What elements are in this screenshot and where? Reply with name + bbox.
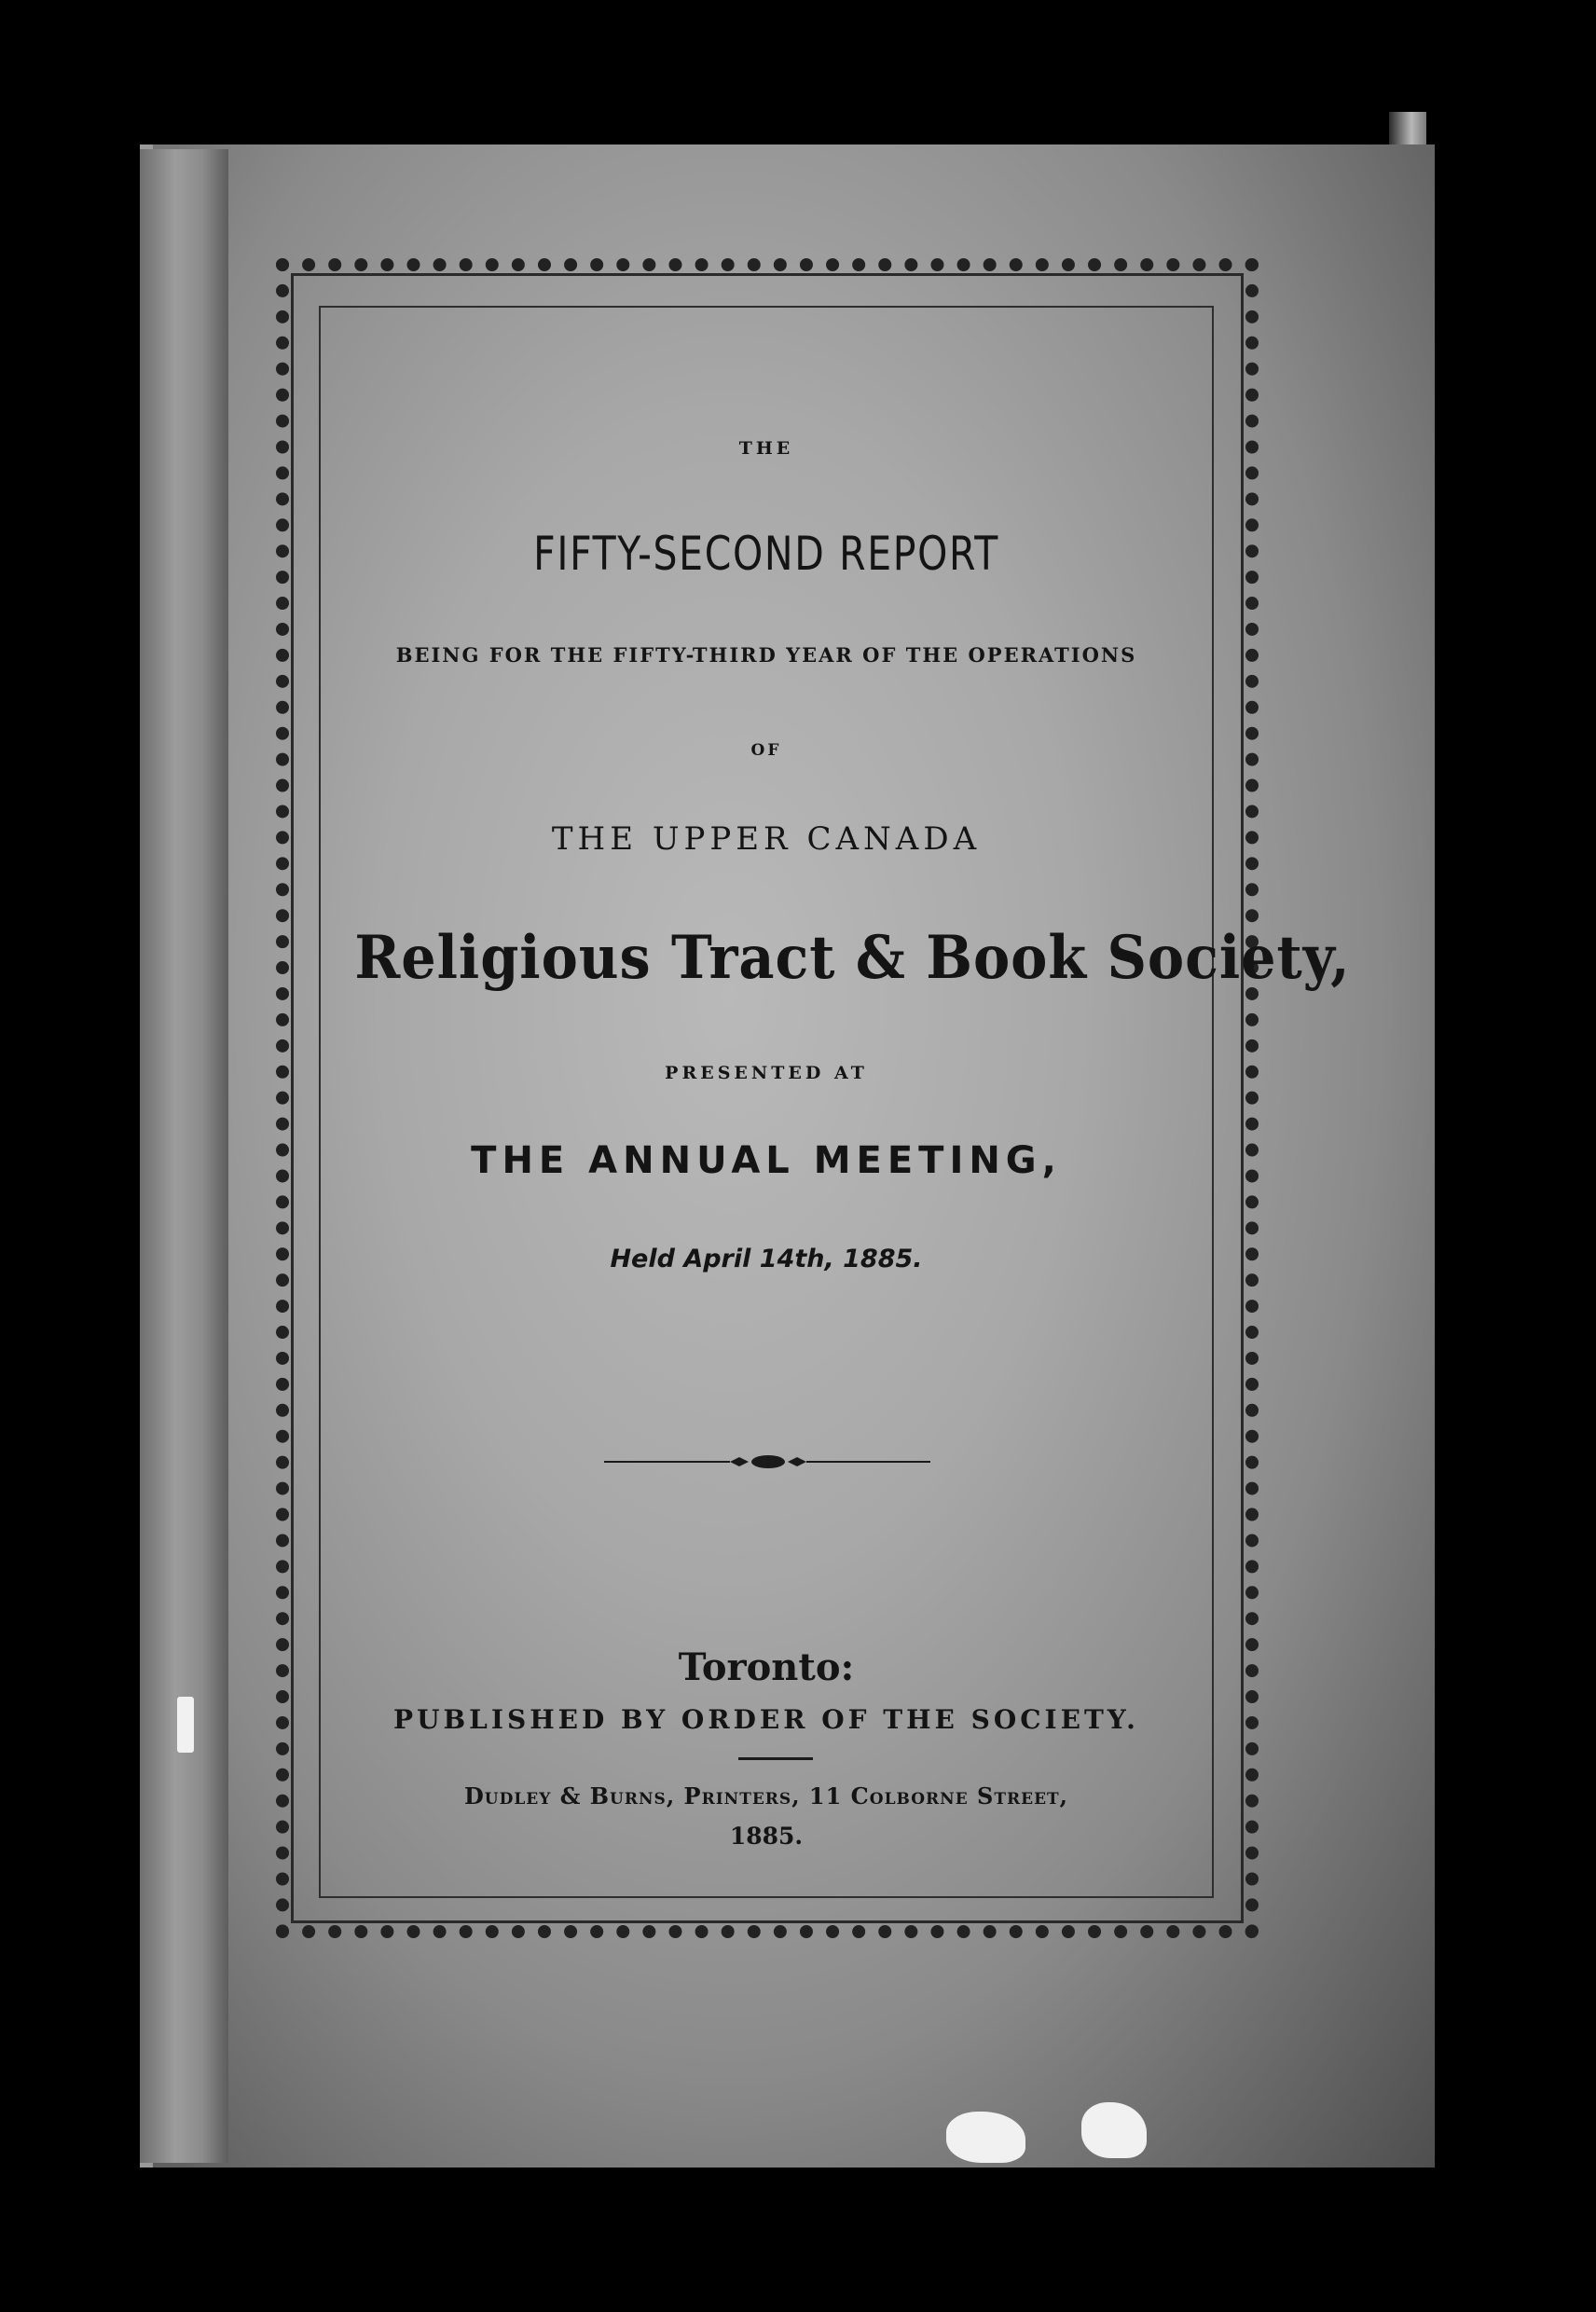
publication-year: 1885. — [729, 1823, 804, 1850]
printer-line: Dudley & Burns, Printers, 11 Colborne Street, — [463, 1782, 1069, 1810]
heading-the: THE — [738, 438, 794, 459]
heading-of: OF — [750, 741, 782, 760]
presented-at-line: PRESENTED AT — [665, 1063, 868, 1083]
decorative-flourish — [604, 1451, 930, 1473]
page-spine-edge — [140, 149, 228, 2163]
publication-place: Toronto: — [678, 1645, 855, 1689]
report-title: FIFTY-SECOND REPORT — [533, 527, 999, 581]
annual-meeting-line: THE ANNUAL MEETING, — [471, 1139, 1062, 1182]
meeting-date: Held April 14th, 1885. — [610, 1245, 923, 1273]
upper-canada-line: THE UPPER CANADA — [551, 820, 982, 858]
page-tear — [177, 1697, 194, 1753]
society-name: Religious Tract & Book Society, — [354, 923, 1351, 993]
operations-line: BEING FOR THE FIFTY-THIRD YEAR OF THE OPERATIONS — [395, 643, 1137, 667]
divider-rule — [738, 1757, 813, 1760]
publisher-line: PUBLISHED BY ORDER OF THE SOCIETY. — [393, 1704, 1139, 1735]
